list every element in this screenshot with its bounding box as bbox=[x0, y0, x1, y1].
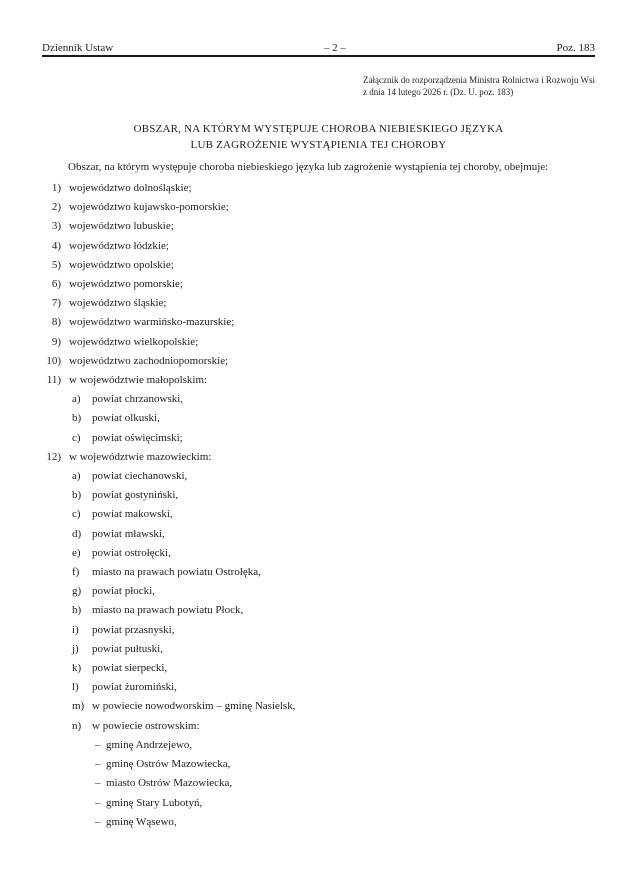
header-position-number: Poz. 183 bbox=[556, 42, 595, 54]
list-item bbox=[42, 794, 607, 813]
list-item bbox=[42, 582, 607, 601]
list-item-marker: 7) bbox=[51, 297, 61, 310]
list-item bbox=[42, 448, 607, 467]
list-item bbox=[42, 429, 607, 448]
list-item-marker: 4) bbox=[51, 239, 61, 252]
list-item-text: powiat makowski, bbox=[92, 508, 173, 521]
list-item bbox=[42, 371, 607, 390]
header-journal-title: Dziennik Ustaw bbox=[42, 42, 114, 54]
list-item-marker: 11) bbox=[46, 374, 61, 387]
list-item-text: powiat mławski, bbox=[92, 527, 165, 540]
list-item-text: miasto na prawach powiatu Ostrołęka, bbox=[92, 566, 261, 579]
list-item-text: województwo warmińsko-mazurskie; bbox=[69, 316, 235, 329]
list-item bbox=[42, 678, 607, 697]
list-item bbox=[42, 544, 607, 563]
list-item-text: powiat chrzanowski, bbox=[92, 393, 184, 406]
list-item bbox=[42, 237, 607, 256]
list-item bbox=[42, 736, 607, 755]
list-item-marker: 12) bbox=[46, 450, 61, 463]
list-item bbox=[42, 275, 607, 294]
list-item-marker: 10) bbox=[46, 354, 61, 367]
list-item bbox=[42, 813, 607, 832]
list-item-marker: c) bbox=[72, 508, 81, 521]
list-item-marker: a) bbox=[72, 393, 81, 406]
list-item-text: powiat przasnyski, bbox=[92, 623, 175, 636]
list-item-text: w powiecie nowodworskim – gminę Nasielsk, bbox=[92, 700, 296, 713]
list-item-text: powiat pułtuski, bbox=[92, 642, 163, 655]
list-item-marker: 5) bbox=[51, 258, 61, 271]
list-item-text: województwo wielkopolskie; bbox=[69, 335, 199, 348]
list-item-text: województwo łódzkie; bbox=[69, 239, 169, 252]
header-page-number: – 2 – bbox=[323, 42, 346, 54]
list-item-text: w powiecie ostrowskim: bbox=[92, 719, 200, 732]
list-item-text: gminę Ostrów Mazowiecka, bbox=[106, 758, 231, 771]
list-item-text: gminę Andrzejewo, bbox=[106, 738, 193, 751]
list-item-text: powiat płocki, bbox=[92, 585, 155, 598]
list-item bbox=[42, 352, 607, 371]
list-item-marker: 6) bbox=[51, 278, 61, 291]
list-item-text: gminę Stary Lubotyń, bbox=[106, 796, 203, 809]
list-item-marker: – bbox=[95, 777, 101, 790]
list-item bbox=[42, 621, 607, 640]
list-item-marker: 3) bbox=[51, 220, 61, 233]
document-title-line-2: LUB ZAGROŻENIE WYSTĄPIENIA TEJ CHOROBY bbox=[190, 138, 447, 151]
list-item-marker: a) bbox=[72, 470, 81, 483]
list-item-marker: m) bbox=[72, 700, 85, 713]
list-item-text: powiat ciechanowski, bbox=[92, 470, 188, 483]
list-item-marker: b) bbox=[72, 412, 82, 425]
list-item-text: województwo lubuskie; bbox=[69, 220, 174, 233]
list-item-marker: j) bbox=[72, 642, 79, 655]
list-item-marker: d) bbox=[72, 527, 82, 540]
list-item-text: województwo opolskie; bbox=[69, 258, 174, 271]
list-item-marker: 2) bbox=[51, 201, 61, 214]
list-item bbox=[42, 659, 607, 678]
list-item bbox=[42, 697, 607, 716]
intro-paragraph: Obszar, na którym występuje choroba niebieskiego języka lub zagrożenie wystąpienia tej choroby, obejmuje: bbox=[68, 161, 549, 173]
list-item-text: województwo śląskie; bbox=[69, 297, 167, 310]
list-item-text: powiat olkuski, bbox=[92, 412, 160, 425]
list-item-text: województwo kujawsko-pomorskie; bbox=[69, 201, 229, 214]
list-item-marker: c) bbox=[72, 431, 81, 444]
list-item bbox=[42, 717, 607, 736]
list-item-marker: 9) bbox=[51, 335, 61, 348]
list-item bbox=[42, 601, 607, 620]
list-item bbox=[42, 486, 607, 505]
list-item bbox=[42, 409, 607, 428]
list-item-marker: – bbox=[95, 758, 101, 771]
list-item bbox=[42, 333, 607, 352]
annex-note-line-1: Załącznik do rozporządzenia Ministra Rolnictwa i Rozwoju Wsi bbox=[362, 75, 595, 85]
list-item-text: w województwie mazowieckim: bbox=[69, 450, 212, 463]
list-item-marker: b) bbox=[72, 489, 82, 502]
list-item bbox=[42, 313, 607, 332]
list-item-marker: – bbox=[95, 738, 101, 751]
list-item-marker: i) bbox=[72, 623, 79, 636]
document-title-line-1: OBSZAR, NA KTÓRYM WYSTĘPUJE CHOROBA NIEBIESKIEGO JĘZYKA bbox=[133, 123, 504, 135]
area-list bbox=[42, 179, 607, 832]
list-item bbox=[42, 179, 607, 198]
list-item bbox=[42, 467, 607, 486]
list-item-text: województwo zachodniopomorskie; bbox=[69, 354, 229, 367]
list-item-text: gminę Wąsewo, bbox=[106, 815, 177, 828]
list-item-text: województwo dolnośląskie; bbox=[69, 182, 192, 194]
list-item bbox=[42, 294, 607, 313]
list-item-marker: 1) bbox=[51, 182, 61, 194]
list-item-marker: n) bbox=[72, 719, 82, 732]
list-item-marker: – bbox=[95, 815, 101, 828]
list-item bbox=[42, 256, 607, 275]
list-item bbox=[42, 640, 607, 659]
list-item bbox=[42, 774, 607, 793]
list-item bbox=[42, 525, 607, 544]
list-item bbox=[42, 198, 607, 217]
list-item-text: powiat żuromiński, bbox=[92, 681, 177, 694]
list-item bbox=[42, 505, 607, 524]
list-item-marker: h) bbox=[72, 604, 82, 617]
list-item-marker: k) bbox=[72, 662, 82, 675]
list-item-marker: e) bbox=[72, 546, 81, 559]
list-item-text: powiat oświęcimski; bbox=[92, 431, 183, 444]
list-item bbox=[42, 217, 607, 236]
list-item-marker: 8) bbox=[51, 316, 61, 329]
list-item bbox=[42, 563, 607, 582]
list-item-text: miasto na prawach powiatu Płock, bbox=[92, 604, 244, 617]
list-item bbox=[42, 390, 607, 409]
list-item-text: miasto Ostrów Mazowiecka, bbox=[106, 777, 233, 790]
list-item-marker: f) bbox=[72, 566, 80, 579]
list-item-marker: l) bbox=[72, 681, 79, 694]
list-item-marker: – bbox=[95, 796, 101, 809]
annex-note bbox=[363, 74, 595, 98]
list-item-text: powiat ostrołęcki, bbox=[92, 546, 171, 559]
list-item bbox=[42, 755, 607, 774]
list-item-marker: g) bbox=[72, 585, 82, 598]
list-item-text: województwo pomorskie; bbox=[69, 278, 183, 291]
header-rule bbox=[42, 55, 595, 57]
document-title bbox=[42, 122, 595, 153]
annex-note-line-2: z dnia 14 lutego 2026 r. (Dz. U. poz. 183) bbox=[362, 87, 514, 97]
list-item-text: powiat gostyniński, bbox=[92, 489, 179, 502]
list-item-text: w województwie małopolskim: bbox=[69, 374, 208, 387]
list-item-text: powiat sierpecki, bbox=[92, 662, 168, 675]
page-header bbox=[42, 42, 595, 54]
